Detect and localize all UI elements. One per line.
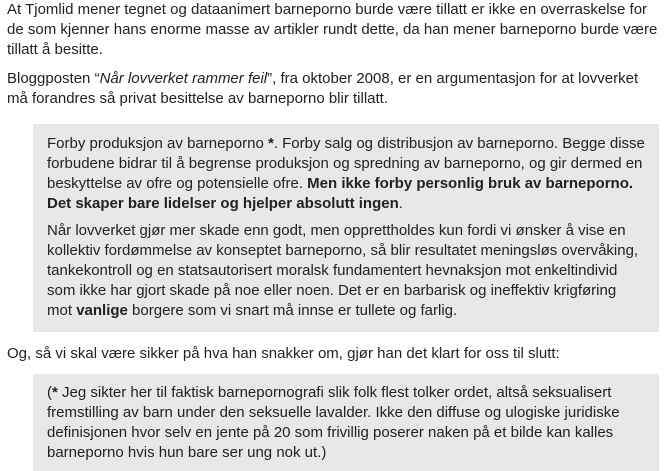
intro-text: At Tjomlid mener tegnet og dataanimert barneporno burde være tillatt er ikke en overraskelse for de som kjenner hans enorme masse av artikler rundt dette, da han mener barneporno burde være tillatt å besitte. — [7, 1, 658, 58]
quote2-footnote-marker: * — [52, 384, 58, 401]
quote2-open-paren: ( — [47, 384, 52, 401]
quote1-bold-word: vanlige — [76, 302, 128, 319]
quote1-text-b: . Forby salg og distribusjon av barneporno. Begge disse forbudene bidrar til å begrense produksjon og spredning av barneporno, og gir dermed en beskyttelse av ofre og potensielle ofre. — [47, 135, 645, 192]
blogpost-title: Når lovverket rammer feil — [99, 70, 268, 87]
quote2-paragraph — [47, 383, 645, 463]
quote1-text-c: Når lovverket gjør mer skade enn godt, men opprettholdes kun fordi vi ønsker å vise en kollektiv fordømmelse av konseptet barneporno, så blir resultatet meningsløs overvåking, tankekontroll og en statsautorisert moralsk fundamentert hevnaksjon mot enkeltindivid som ikke har gjort skade på noe eller noen. Det er en barbarisk og ineffektiv krigføring mot — [47, 222, 639, 319]
blogpost-prefix: Bloggposten “ — [7, 70, 100, 87]
blogpost-suffix: ”, fra oktober 2008, er en argumentasjon for at lovverket må forandres så privat besittelse av barneporno blir tillatt. — [7, 70, 639, 107]
blockquote-1 — [33, 124, 659, 332]
blockquote-2 — [33, 374, 659, 471]
intro-paragraph — [7, 0, 663, 60]
conclusion-intro-paragraph — [7, 344, 663, 364]
quote2-text: Jeg sikter her til faktisk barnepornografi slik folk flest tolker ordet, altså seksualisert fremstilling av barn under den seksuelle lavalder. Ikke den diffuse og ulogiske juridiske definisjonen hvor selv en jente på 20 som frivillig poserer naken på et bilde kan kalles barneporno hvis hun bare ser ung nok ut.) — [47, 384, 620, 461]
quote1-text-end: . — [398, 195, 403, 212]
blogpost-paragraph — [7, 69, 663, 109]
quote1-bold-statement: Men ikke forby personlig bruk av barneporno. Det skaper bare lidelser og hjelper absolutt ingen — [47, 175, 634, 212]
quote1-text-d: borgere som vi snart må innse er tullete og farlig. — [127, 302, 458, 319]
quote1-paragraph-2 — [47, 221, 645, 321]
quote1-paragraph-1 — [47, 134, 645, 214]
quote1-text-a: Forby produksjon av barneporno — [47, 135, 268, 152]
conclusion-intro-text: Og, så vi skal være sikker på hva han snakker om, gjør han det klart for oss til slutt: — [7, 345, 560, 362]
quote1-footnote-marker: * — [267, 135, 274, 152]
